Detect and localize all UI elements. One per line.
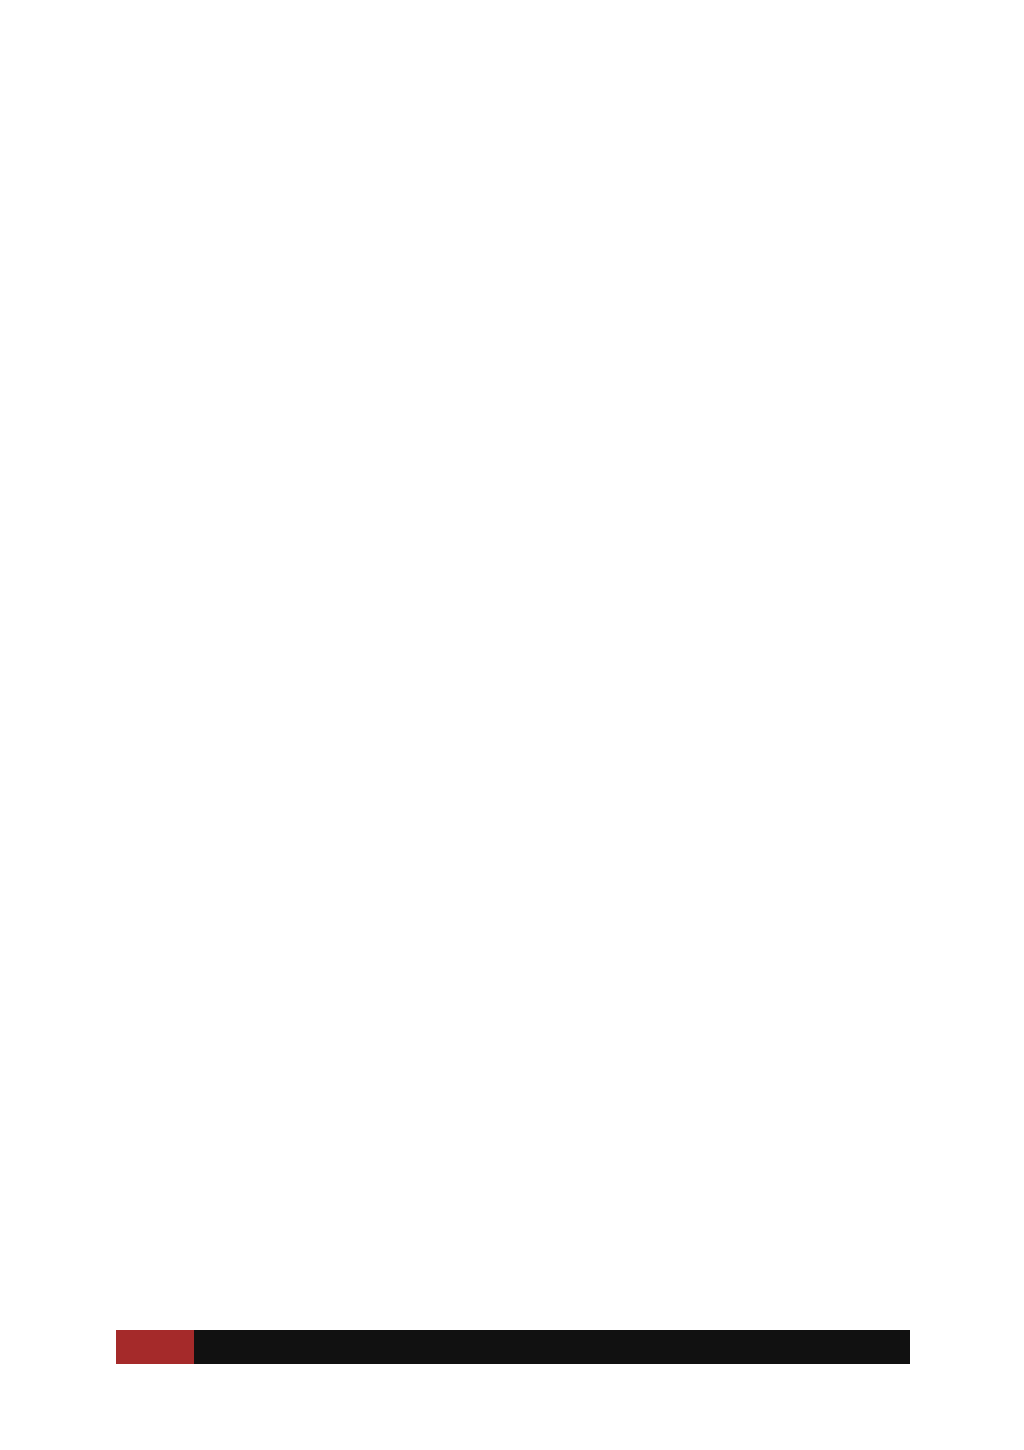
body-line bbox=[118, 569, 904, 644]
body-line bbox=[118, 193, 904, 268]
border-top bbox=[0, 36, 1024, 84]
body-line bbox=[118, 644, 904, 719]
body-line bbox=[118, 1095, 904, 1170]
body-line bbox=[118, 1020, 904, 1095]
body-line bbox=[118, 118, 904, 193]
border-bottom bbox=[0, 1372, 1024, 1420]
body-line bbox=[118, 795, 904, 870]
body-line bbox=[118, 945, 904, 1020]
page-number bbox=[116, 1330, 194, 1364]
body-line bbox=[118, 870, 904, 945]
border-right bbox=[940, 0, 988, 1450]
body-line bbox=[118, 720, 904, 795]
page-body bbox=[118, 118, 904, 1171]
body-line bbox=[118, 268, 904, 343]
body-line bbox=[118, 419, 904, 494]
body-line bbox=[118, 344, 904, 419]
page-footer bbox=[116, 1330, 910, 1364]
border-left bbox=[36, 0, 84, 1450]
body-line bbox=[118, 494, 904, 569]
